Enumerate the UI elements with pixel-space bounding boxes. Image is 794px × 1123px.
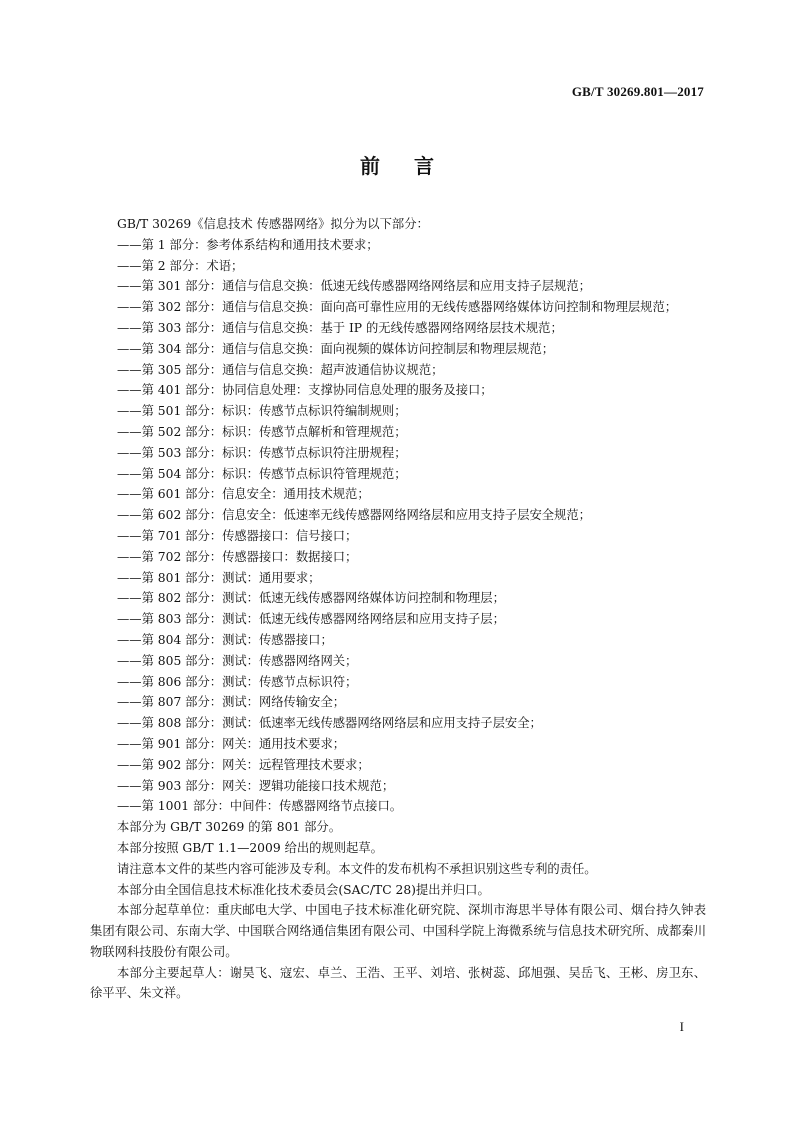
part-item: ——第 504 部分：标识：传感节点标识符管理规范； <box>117 466 407 481</box>
statement-line: 本部分按照 GB/T 1.1—2009 给出的规则起草。 <box>117 840 383 855</box>
part-item: ——第 303 部分：通信与信息交换：基于 IP 的无线传感器网络网络层技术规范； <box>117 320 563 335</box>
part-item: ——第 901 部分：网关：通用技术要求； <box>117 736 346 751</box>
part-item: ——第 401 部分：协同信息处理：支撑协同信息处理的服务及接口； <box>117 383 493 398</box>
statement-line: 本部分由全国信息技术标准化技术委员会(SAC/TC 28)提出并归口。 <box>117 882 490 897</box>
part-item: ——第 301 部分：通信与信息交换：低速无线传感器网络网络层和应用支持子层规范； <box>117 279 591 294</box>
part-item: ——第 302 部分：通信与信息交换：面向高可靠性应用的无线传感器网络媒体访问控制和物理层规范； <box>117 300 678 315</box>
part-item: ——第 803 部分：测试：低速无线传感器网络网络层和应用支持子层； <box>117 612 505 627</box>
part-item: ——第 601 部分：信息安全：通用技术规范； <box>117 487 370 502</box>
intro-line: GB/T 30269《信息技术 传感器网络》拟分为以下部分： <box>117 217 429 231</box>
part-item: ——第 2 部分：术语； <box>117 258 244 273</box>
part-item: ——第 801 部分：测试：通用要求； <box>117 570 321 585</box>
part-item: ——第 602 部分：信息安全：低速率无线传感器网络网络层和应用支持子层安全规范； <box>117 508 591 523</box>
part-item: ——第 702 部分：传感器接口：数据接口； <box>117 549 358 564</box>
part-item: ——第 1 部分：参考体系结构和通用技术要求； <box>117 237 379 252</box>
part-item: ——第 807 部分：测试：网络传输安全； <box>117 695 346 710</box>
part-item: ——第 805 部分：测试：传感器网络网关； <box>117 653 358 668</box>
part-item: ——第 501 部分：标识：传感节点标识符编制规则； <box>117 404 407 419</box>
part-item: ——第 802 部分：测试：低速无线传感器网络媒体访问控制和物理层； <box>117 591 505 606</box>
drafting-units-paragraph: 本部分起草单位：重庆邮电大学、中国电子技术标准化研究院、深圳市海思半导体有限公司、烟台持久钟表集团有限公司、东南大学、中国联合网络通信集团有限公司、中国科学院上海微系统与信息技术研究所、成都秦川物联网科技股份有限公司。 <box>90 903 706 959</box>
part-item: ——第 804 部分：测试：传感器接口； <box>117 632 333 647</box>
standard-code: GB/T 30269.801—2017 <box>571 84 704 99</box>
part-item: ——第 902 部分：网关：远程管理技术要求； <box>117 757 370 772</box>
part-item: ——第 305 部分：通信与信息交换：超声波通信协议规范； <box>117 362 444 377</box>
page-number: I <box>679 1019 684 1034</box>
part-item: ——第 701 部分：传感器接口：信号接口； <box>117 528 358 543</box>
part-item: ——第 806 部分：测试：传感节点标识符； <box>117 674 358 689</box>
part-item: ——第 1001 部分：中间件：传感器网络节点接口。 <box>117 799 403 814</box>
part-item: ——第 304 部分：通信与信息交换：面向视频的媒体访问控制层和物理层规范； <box>117 341 555 356</box>
part-item: ——第 502 部分：标识：传感节点解析和管理规范； <box>117 424 407 439</box>
part-item: ——第 503 部分：标识：传感节点标识符注册规程； <box>117 445 407 460</box>
drafters-paragraph: 本部分主要起草人：谢昊飞、寇宏、卓兰、王浩、王平、刘培、张树蕊、邱旭强、吴岳飞、王彬、房卫东、徐平平、朱文祥。 <box>90 965 706 1001</box>
statement-line: 本部分为 GB/T 30269 的第 801 部分。 <box>117 820 342 835</box>
part-item: ——第 903 部分：网关：逻辑功能接口技术规范； <box>117 778 395 793</box>
statement-line: 请注意本文件的某些内容可能涉及专利。本文件的发布机构不承担识别这些专利的责任。 <box>117 861 597 876</box>
part-item: ——第 808 部分：测试：低速率无线传感器网络网络层和应用支持子层安全； <box>117 716 542 731</box>
document-body <box>90 214 706 1004</box>
page-title: 前言 <box>360 154 468 178</box>
